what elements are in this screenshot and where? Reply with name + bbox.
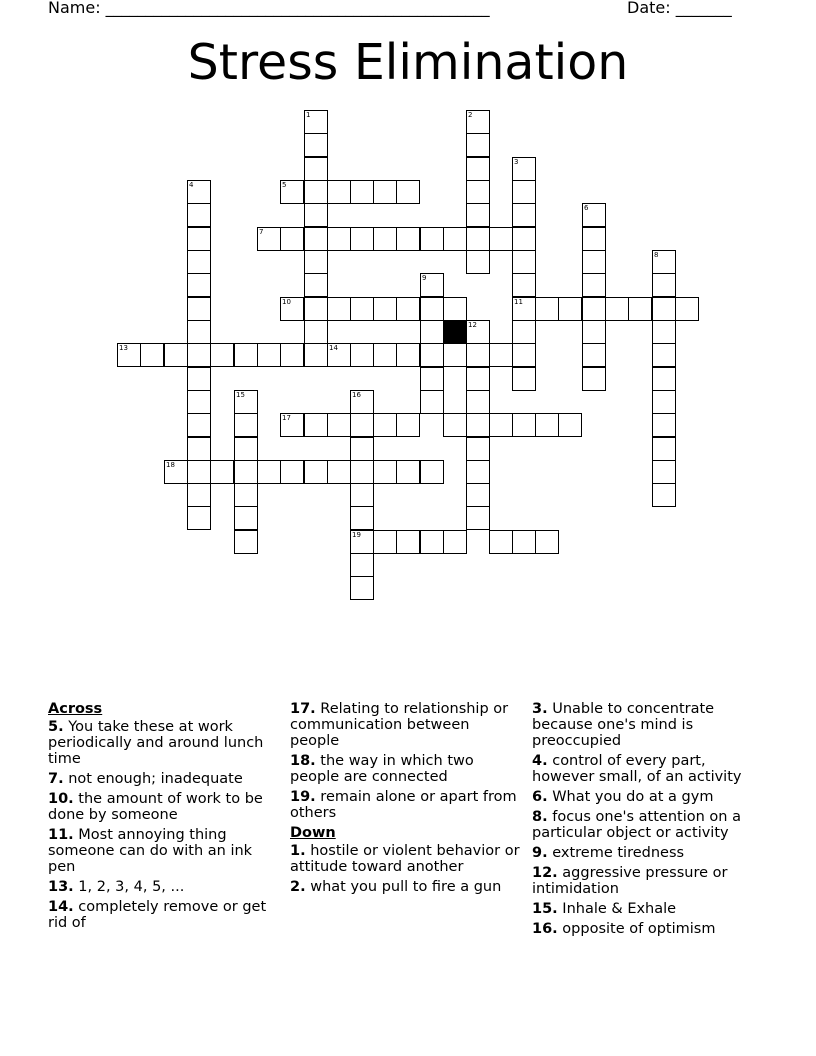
crossword-cell[interactable] [512, 180, 536, 204]
down-heading: Down [290, 825, 336, 841]
down-clue [532, 753, 758, 785]
crossword-cell[interactable] [652, 367, 676, 391]
crossword-cell[interactable] [605, 297, 629, 321]
crossword-cell[interactable] [350, 437, 374, 461]
across-clue [48, 719, 276, 767]
cell-number: 9 [422, 274, 427, 282]
crossword-cell[interactable] [420, 390, 444, 414]
down-clue [532, 901, 758, 917]
crossword-cell[interactable] [652, 437, 676, 461]
crossword-cell[interactable] [350, 506, 374, 530]
crossword-cell[interactable] [466, 390, 490, 414]
crossword-cell[interactable] [420, 297, 444, 321]
down-clue [532, 921, 758, 937]
crossword-cell[interactable] [489, 343, 513, 367]
across-clue [48, 899, 276, 931]
black-cell [443, 320, 467, 344]
clue-text: Relating to relationship or communication between people [290, 701, 509, 749]
crossword-cell[interactable] [396, 460, 420, 484]
crossword-cell[interactable] [187, 437, 211, 461]
crossword-cell[interactable] [187, 390, 211, 414]
across-heading: Across [48, 701, 103, 717]
crossword-cell[interactable] [140, 343, 164, 367]
clue-number: 17. [290, 701, 316, 717]
cell-number: 10 [282, 298, 291, 306]
crossword-cell[interactable] [350, 483, 374, 507]
crossword-cell[interactable] [304, 413, 328, 437]
crossword-cell[interactable] [512, 343, 536, 367]
crossword-cell[interactable] [187, 367, 211, 391]
crossword-cell[interactable] [420, 227, 444, 251]
crossword-cell[interactable] [234, 506, 258, 530]
clue-number: 13. [48, 879, 74, 895]
crossword-cell[interactable] [396, 180, 420, 204]
crossword-cell[interactable] [187, 203, 211, 227]
cell-number: 12 [468, 321, 477, 329]
crossword-cell[interactable] [443, 297, 467, 321]
crossword-cell[interactable] [558, 413, 582, 437]
crossword-cell[interactable] [187, 273, 211, 297]
crossword-cell[interactable] [489, 413, 513, 437]
crossword-cell[interactable] [234, 530, 258, 554]
cell-number: 5 [282, 181, 287, 189]
crossword-cell[interactable] [466, 343, 490, 367]
crossword-cell[interactable] [304, 250, 328, 274]
crossword-cell[interactable] [280, 180, 304, 204]
cell-number: 16 [352, 391, 361, 399]
crossword-cell[interactable] [280, 297, 304, 321]
crossword-cell[interactable] [396, 297, 420, 321]
crossword-cell[interactable] [582, 250, 606, 274]
clue-text: not enough; inadequate [68, 771, 243, 787]
clue-text: 1, 2, 3, 4, 5, ... [78, 879, 185, 895]
clues-column-2 [290, 701, 522, 899]
crossword-cell[interactable] [234, 390, 258, 414]
clue-text: Most annoying thing someone can do with an ink pen [48, 827, 253, 875]
crossword-cell[interactable] [234, 460, 258, 484]
crossword-cell[interactable] [466, 180, 490, 204]
crossword-cell[interactable] [466, 133, 490, 157]
crossword-cell[interactable] [420, 320, 444, 344]
clue-text: aggressive pressure or intimidation [532, 865, 728, 897]
across-clue [48, 771, 276, 787]
clue-text: Unable to concentrate because one's mind is preoccupied [532, 701, 715, 749]
crossword-cell[interactable] [234, 413, 258, 437]
crossword-cell[interactable] [187, 250, 211, 274]
crossword-cell[interactable] [466, 483, 490, 507]
crossword-cell[interactable] [304, 273, 328, 297]
clue-text: what you pull to fire a gun [310, 879, 502, 895]
crossword-cell[interactable] [304, 157, 328, 181]
crossword-cell[interactable] [304, 460, 328, 484]
crossword-cell[interactable] [304, 320, 328, 344]
crossword-cell[interactable] [443, 530, 467, 554]
crossword-cell[interactable] [466, 157, 490, 181]
across-clue [48, 827, 276, 875]
crossword-cell[interactable] [512, 367, 536, 391]
down-clue [532, 789, 758, 805]
clue-number: 4. [532, 753, 548, 769]
crossword-cell[interactable] [420, 367, 444, 391]
clue-number: 19. [290, 789, 316, 805]
crossword-cell[interactable] [280, 343, 304, 367]
crossword-cell[interactable] [512, 297, 536, 321]
crossword-cell[interactable] [280, 460, 304, 484]
crossword-cell[interactable] [489, 530, 513, 554]
clues-column-1 [48, 701, 276, 935]
down-clue [532, 809, 758, 841]
crossword-cell[interactable] [304, 227, 328, 251]
crossword-cell[interactable] [164, 343, 188, 367]
down-clue [532, 865, 758, 897]
crossword-cell[interactable] [443, 413, 467, 437]
crossword-cell[interactable] [327, 180, 351, 204]
crossword-cell[interactable] [210, 460, 234, 484]
clue-text: Inhale & Exhale [562, 901, 677, 917]
clue-number: 14. [48, 899, 74, 915]
crossword-cell[interactable] [512, 203, 536, 227]
across-clue [290, 789, 522, 821]
across-clue [48, 879, 276, 895]
crossword-cell[interactable] [280, 227, 304, 251]
crossword-cell[interactable] [396, 343, 420, 367]
crossword-cell[interactable] [466, 227, 490, 251]
crossword-cell[interactable] [257, 460, 281, 484]
crossword-cell[interactable] [373, 343, 397, 367]
clue-number: 9. [532, 845, 548, 861]
clue-number: 18. [290, 753, 316, 769]
crossword-cell[interactable] [234, 437, 258, 461]
crossword-cell[interactable] [466, 203, 490, 227]
crossword-cell[interactable] [652, 250, 676, 274]
crossword-cell[interactable] [466, 110, 490, 134]
crossword-cell[interactable] [117, 343, 141, 367]
crossword-cell[interactable] [210, 343, 234, 367]
crossword-cell[interactable] [466, 413, 490, 437]
cell-number: 8 [654, 251, 659, 259]
crossword-cell[interactable] [304, 110, 328, 134]
crossword-cell[interactable] [420, 273, 444, 297]
crossword-cell[interactable] [373, 530, 397, 554]
name-field-label: Name: ________________________________________________ [48, 0, 490, 17]
clue-number: 3. [532, 701, 548, 717]
down-clue [532, 845, 758, 861]
crossword-cell[interactable] [582, 297, 606, 321]
crossword-cell[interactable] [582, 320, 606, 344]
crossword-cell[interactable] [652, 460, 676, 484]
crossword-cell[interactable] [187, 320, 211, 344]
crossword-cell[interactable] [396, 530, 420, 554]
crossword-cell[interactable] [512, 530, 536, 554]
cell-number: 4 [189, 181, 194, 189]
crossword-cell[interactable] [304, 203, 328, 227]
clue-text: extreme tiredness [552, 845, 685, 861]
cell-number: 1 [306, 111, 311, 119]
crossword-cell[interactable] [535, 413, 559, 437]
crossword-cell[interactable] [187, 506, 211, 530]
clue-number: 10. [48, 791, 74, 807]
clue-text: the way in which two people are connected [290, 753, 474, 785]
across-clue [290, 701, 522, 749]
crossword-cell[interactable] [304, 297, 328, 321]
clue-text: remain alone or apart from others [290, 789, 517, 821]
crossword-cell[interactable] [582, 273, 606, 297]
crossword-cell[interactable] [535, 297, 559, 321]
crossword-cell[interactable] [373, 460, 397, 484]
crossword-cell[interactable] [652, 413, 676, 437]
cell-number: 6 [584, 204, 589, 212]
crossword-cell[interactable] [512, 320, 536, 344]
crossword-cell[interactable] [234, 483, 258, 507]
cell-number: 18 [166, 461, 175, 469]
across-clue [48, 791, 276, 823]
down-clue [290, 843, 522, 875]
crossword-cell[interactable] [373, 227, 397, 251]
crossword-cell[interactable] [652, 343, 676, 367]
crossword-cell[interactable] [512, 413, 536, 437]
clue-text: You take these at work periodically and around lunch time [48, 719, 264, 767]
crossword-cell[interactable] [350, 413, 374, 437]
crossword-cell[interactable] [652, 390, 676, 414]
cell-number: 14 [329, 344, 338, 352]
crossword-cell[interactable] [512, 250, 536, 274]
crossword-cell[interactable] [187, 297, 211, 321]
clue-number: 5. [48, 719, 64, 735]
crossword-cell[interactable] [373, 297, 397, 321]
crossword-cell[interactable] [535, 530, 559, 554]
crossword-cell[interactable] [350, 227, 374, 251]
crossword-cell[interactable] [512, 227, 536, 251]
crossword-cell[interactable] [327, 413, 351, 437]
cell-number: 11 [514, 298, 523, 306]
crossword-cell[interactable] [187, 483, 211, 507]
crossword-cell[interactable] [582, 203, 606, 227]
crossword-cell[interactable] [373, 180, 397, 204]
crossword-cell[interactable] [187, 180, 211, 204]
clue-text: control of every part, however small, of an activity [532, 753, 742, 785]
crossword-cell[interactable] [652, 483, 676, 507]
crossword-cell[interactable] [350, 343, 374, 367]
crossword-cell[interactable] [466, 367, 490, 391]
crossword-cell[interactable] [257, 343, 281, 367]
crossword-cell[interactable] [652, 273, 676, 297]
crossword-cell[interactable] [373, 413, 397, 437]
crossword-cell[interactable] [327, 227, 351, 251]
down-clue [290, 879, 522, 895]
clue-text: What you do at a gym [552, 789, 714, 805]
date-field-label: Date: _______ [627, 0, 732, 17]
crossword-cell[interactable] [187, 227, 211, 251]
crossword-cell[interactable] [466, 460, 490, 484]
clue-number: 8. [532, 809, 548, 825]
cell-number: 2 [468, 111, 473, 119]
crossword-cell[interactable] [558, 297, 582, 321]
crossword-cell[interactable] [327, 460, 351, 484]
crossword-cell[interactable] [187, 343, 211, 367]
crossword-cell[interactable] [512, 273, 536, 297]
crossword-cell[interactable] [489, 227, 513, 251]
crossword-cell[interactable] [396, 227, 420, 251]
down-clue [532, 701, 758, 749]
crossword-cell[interactable] [234, 343, 258, 367]
clue-number: 16. [532, 921, 558, 937]
crossword-cell[interactable] [466, 506, 490, 530]
crossword-cell[interactable] [164, 460, 188, 484]
crossword-cell[interactable] [466, 250, 490, 274]
crossword-cell[interactable] [675, 297, 699, 321]
crossword-cell[interactable] [582, 343, 606, 367]
crossword-cell[interactable] [327, 297, 351, 321]
crossword-cell[interactable] [187, 413, 211, 437]
crossword-cell[interactable] [443, 343, 467, 367]
crossword-cell[interactable] [350, 180, 374, 204]
cell-number: 3 [514, 158, 519, 166]
crossword-cell[interactable] [628, 297, 652, 321]
clue-number: 1. [290, 843, 306, 859]
cell-number: 13 [119, 344, 128, 352]
cell-number: 19 [352, 531, 361, 539]
crossword-cell[interactable] [350, 297, 374, 321]
crossword-cell[interactable] [257, 227, 281, 251]
crossword-cell[interactable] [187, 460, 211, 484]
clue-text: focus one's attention on a particular object or activity [532, 809, 741, 841]
crossword-cell[interactable] [350, 460, 374, 484]
cell-number: 17 [282, 414, 291, 422]
crossword-cell[interactable] [396, 413, 420, 437]
clue-text: completely remove or get rid of [48, 899, 267, 931]
crossword-cell[interactable] [304, 343, 328, 367]
crossword-cell[interactable] [512, 157, 536, 181]
cell-number: 15 [236, 391, 245, 399]
clue-number: 7. [48, 771, 64, 787]
crossword-cell[interactable] [582, 367, 606, 391]
puzzle-title: Stress Elimination [187, 34, 629, 91]
crossword-cell[interactable] [304, 180, 328, 204]
clue-text: the amount of work to be done by someone [48, 791, 263, 823]
crossword-cell[interactable] [652, 297, 676, 321]
crossword-cell[interactable] [582, 227, 606, 251]
crossword-cell[interactable] [304, 133, 328, 157]
crossword-cell[interactable] [280, 413, 304, 437]
crossword-cell[interactable] [420, 343, 444, 367]
clue-text: opposite of optimism [562, 921, 716, 937]
crossword-cell[interactable] [466, 320, 490, 344]
crossword-cell[interactable] [420, 530, 444, 554]
clue-number: 11. [48, 827, 74, 843]
crossword-cell[interactable] [327, 343, 351, 367]
crossword-cell[interactable] [350, 390, 374, 414]
across-clue [290, 753, 522, 785]
crossword-cell[interactable] [350, 576, 374, 600]
crossword-cell[interactable] [443, 227, 467, 251]
cell-number: 7 [259, 228, 264, 236]
crossword-cell[interactable] [420, 460, 444, 484]
clues-column-3 [532, 701, 758, 941]
crossword-cell[interactable] [350, 530, 374, 554]
crossword-cell[interactable] [466, 437, 490, 461]
clue-text: hostile or violent behavior or attitude toward another [290, 843, 520, 875]
clue-number: 6. [532, 789, 548, 805]
clue-number: 2. [290, 879, 306, 895]
clue-number: 12. [532, 865, 558, 881]
clue-number: 15. [532, 901, 558, 917]
crossword-cell[interactable] [652, 320, 676, 344]
crossword-cell[interactable] [350, 553, 374, 577]
